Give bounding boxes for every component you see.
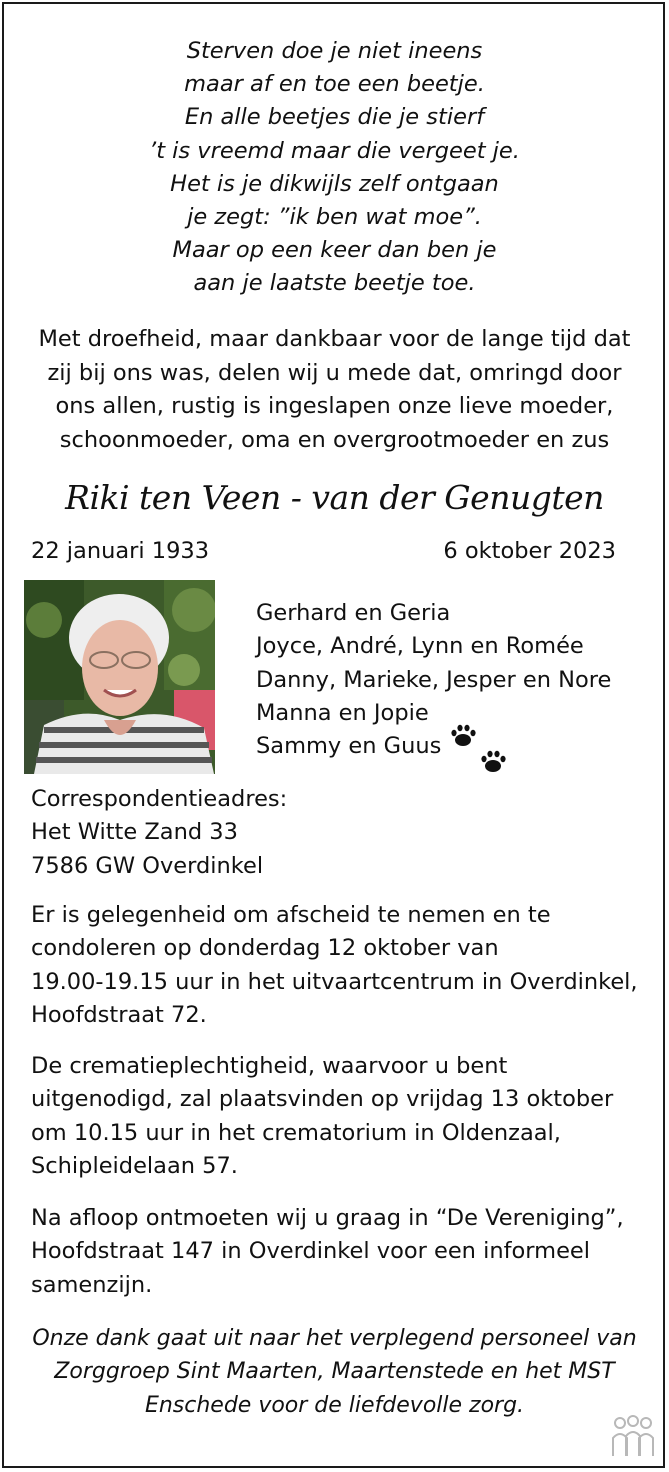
paragraph-line: 19.00-19.15 uur in het uitvaartcentrum in Overdinkel,: [31, 968, 638, 995]
poem-line: Het is je dikwijls zelf ontgaan: [170, 170, 499, 197]
gathering-paragraph: [31, 1202, 624, 1302]
family-line: Sammy en Guus: [256, 733, 442, 760]
poem-line: aan je laatste beetje toe.: [193, 270, 476, 297]
announcement-intro: [0, 323, 669, 457]
poem-line: En alle beetjes die je stierf: [184, 104, 485, 131]
intro-line: Met droefheid, maar dankbaar voor de lange tijd dat: [38, 326, 631, 352]
birth-date: 22 januari 1933: [31, 538, 210, 564]
death-date: 6 oktober 2023: [443, 538, 616, 564]
intro-line: zij bij ons was, delen wij u mede dat, omringd door: [47, 359, 622, 386]
family-list: [256, 597, 611, 763]
people-logo-icon: [609, 1414, 657, 1460]
paragraph-line: Hoofdstraat 72.: [31, 1001, 207, 1028]
address-city: 7586 GW Overdinkel: [31, 852, 264, 879]
portrait-photo: [24, 580, 215, 774]
intro-line: ons allen, rustig is ingeslapen onze lieve moeder,: [55, 393, 614, 419]
cremation-paragraph: [31, 1050, 613, 1183]
paragraph-line: Schipleidelaan 57.: [31, 1152, 238, 1179]
visitation-paragraph: [31, 899, 638, 1032]
intro-line: schoonmoeder, oma en overgrootmoeder en zus: [59, 426, 610, 453]
thanks-note: [0, 1322, 669, 1422]
thanks-line: Enschede voor de liefdevolle zorg.: [144, 1392, 525, 1418]
thanks-line: Onze dank gaat uit naar het verplegend personeel van: [32, 1326, 637, 1351]
poem-line: ’t is vreemd maar die vergeet je.: [149, 137, 520, 164]
paragraph-line: De crematieplechtigheid, waarvoor u bent: [31, 1053, 508, 1079]
family-line: Gerhard en Geria: [256, 600, 451, 626]
poem: [0, 35, 669, 301]
paragraph-line: Hoofdstraat 147 in Overdinkel voor een informeel: [31, 1238, 591, 1265]
thanks-line: Zorggroep Sint Maarten, Maartenstede en het MST: [54, 1359, 615, 1385]
paragraph-line: om 10.15 uur in het crematorium in Oldenzaal,: [31, 1119, 561, 1146]
poem-line: Maar op een keer dan ben je: [172, 237, 497, 264]
paragraph-line: uitgenodigd, zal plaatsvinden op vrijdag 13 oktober: [31, 1086, 614, 1113]
poem-line: maar af en toe een beetje.: [184, 71, 485, 98]
correspondence-address: [31, 783, 287, 883]
address-label: Correspondentieadres:: [31, 786, 288, 812]
family-line: Danny, Marieke, Jesper en Nore: [256, 666, 612, 693]
paragraph-line: Er is gelegenheid om afscheid te nemen en te: [31, 902, 551, 928]
family-line: Joyce, André, Lynn en Romée: [256, 633, 584, 660]
paragraph-line: condoleren op donderdag 12 oktober van: [31, 935, 499, 962]
family-line: Manna en Jopie: [256, 699, 429, 726]
deceased-name: Riki ten Veen - van der Genugten: [65, 478, 604, 517]
paw-prints-icon: [449, 724, 509, 776]
poem-line: je zegt: ”ik ben wat moe”.: [187, 204, 482, 231]
address-street: Het Witte Zand 33: [31, 819, 238, 846]
paragraph-line: samenzijn.: [31, 1271, 153, 1298]
poem-line: Sterven doe je niet ineens: [186, 38, 483, 64]
paragraph-line: Na afloop ontmoeten wij u graag in “De Vereniging”,: [31, 1205, 624, 1231]
